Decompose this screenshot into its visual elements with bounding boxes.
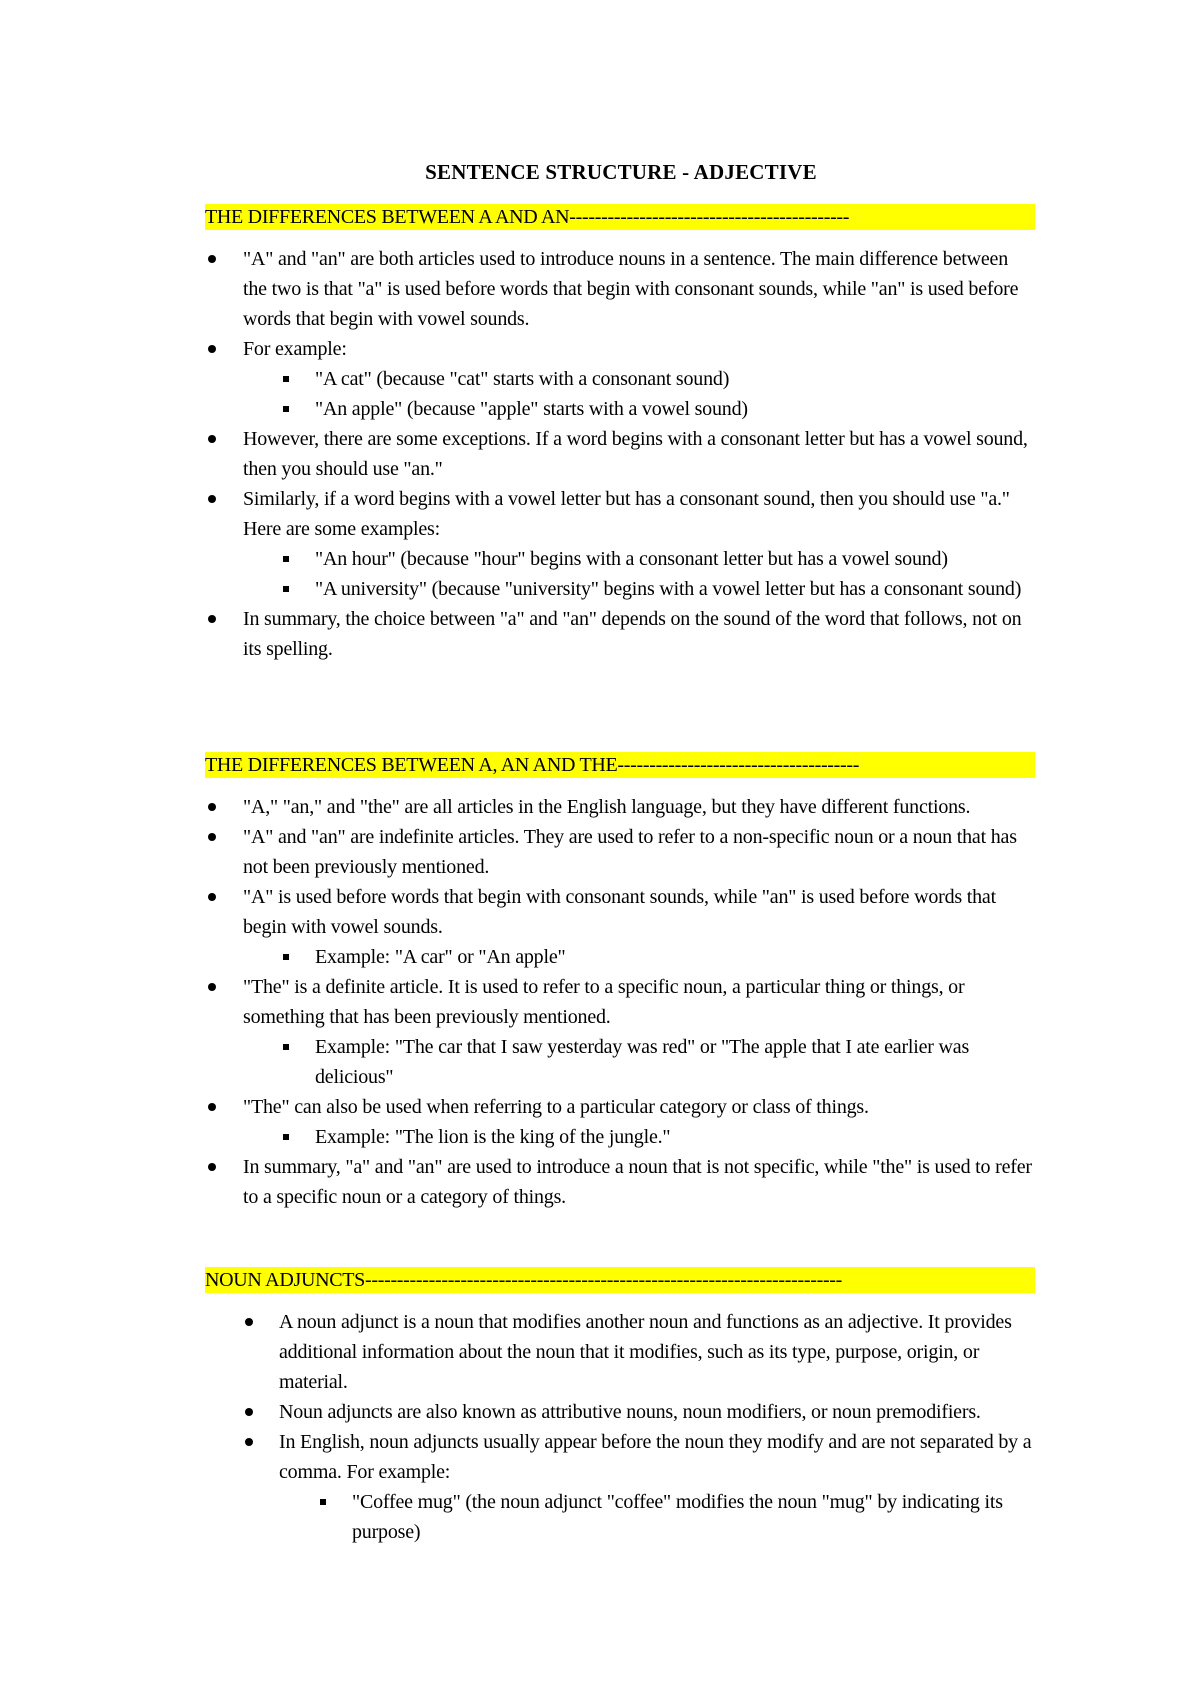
section-a-an-the [205,752,1035,1212]
list-item: For example: [205,334,1035,364]
list-item: "The" is a definite article. It is used to refer to a specific noun, a particular thing or things, or something that has been previously mentioned. [205,972,1035,1032]
list-item: "A" is used before words that begin with consonant sounds, while "an" is used before words that begin with vowel sounds. [205,882,1035,942]
list-item: In English, noun adjuncts usually appear before the noun they modify and are not separated by a comma. For example: [205,1427,1035,1487]
list-item: "A university" (because "university" begins with a vowel letter but has a consonant sound) [205,574,1035,604]
list-item: "A," "an," and "the" are all articles in the English language, but they have different functions. [205,792,1035,822]
section-noun-adjuncts [205,1267,1035,1547]
list-item: Example: "The car that I saw yesterday was red" or "The apple that I ate earlier was delicious" [205,1032,1035,1092]
list-item: "A" and "an" are both articles used to introduce nouns in a sentence. The main difference between the two is that "a" is used before words that begin with consonant sounds, while "an" is used before words that begin with vowel sounds. [205,244,1035,334]
list-item: A noun adjunct is a noun that modifies another noun and functions as an adjective. It provides additional information about the noun that it modifies, such as its type, purpose, origin, or material. [205,1307,1035,1397]
bullet-list [205,1307,1035,1547]
bullet-list [205,244,1035,664]
list-item: "An hour" (because "hour" begins with a consonant letter but has a vowel sound) [205,544,1035,574]
section-heading: THE DIFFERENCES BETWEEN A, AN AND THE-------------------------------------- [205,752,1035,778]
list-item: In summary, "a" and "an" are used to introduce a noun that is not specific, while "the" is used to refer to a specific noun or a category of things. [205,1152,1035,1212]
list-item: Example: "A car" or "An apple" [205,942,1035,972]
bullet-list [205,792,1035,1212]
list-item: "An apple" (because "apple" starts with a vowel sound) [205,394,1035,424]
list-item: "A" and "an" are indefinite articles. They are used to refer to a non-specific noun or a noun that has not been previously mentioned. [205,822,1035,882]
document-title: SENTENCE STRUCTURE - ADJECTIVE [425,160,817,184]
list-item: However, there are some exceptions. If a word begins with a consonant letter but has a vowel sound, then you should use "an." [205,424,1035,484]
section-a-vs-an [205,204,1035,664]
section-heading: THE DIFFERENCES BETWEEN A AND AN-------------------------------------------- [205,204,1035,230]
list-item: Similarly, if a word begins with a vowel letter but has a consonant sound, then you should use "a." Here are some examples: [205,484,1035,544]
section-heading: NOUN ADJUNCTS--------------------------------------------------------------------------- [205,1267,1035,1293]
list-item: In summary, the choice between "a" and "an" depends on the sound of the word that follows, not on its spelling. [205,604,1035,664]
list-item: Noun adjuncts are also known as attributive nouns, noun modifiers, or noun premodifiers. [205,1397,1035,1427]
list-item: "The" can also be used when referring to a particular category or class of things. [205,1092,1035,1122]
list-item: "A cat" (because "cat" starts with a consonant sound) [205,364,1035,394]
list-item: "Coffee mug" (the noun adjunct "coffee" modifies the noun "mug" by indicating its purpose) [205,1487,1035,1547]
list-item: Example: "The lion is the king of the jungle." [205,1122,1035,1152]
